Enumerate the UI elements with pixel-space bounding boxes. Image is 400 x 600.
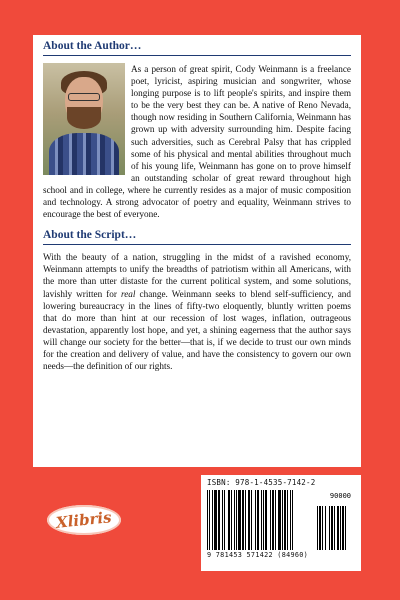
barcode-digits: 9 781453 571422 (207, 551, 273, 559)
author-glasses (68, 93, 100, 101)
xlibris-logo (47, 505, 121, 535)
about-author-heading: About the Author… (43, 39, 351, 56)
about-script-text (43, 251, 351, 372)
barcode-addon-label: 90000 (329, 492, 351, 500)
xlibris-logo-text: Xlibris (55, 508, 113, 532)
back-cover-text-panel (33, 35, 361, 467)
isbn-text: ISBN: 978-1-4535-7142-2 (207, 478, 316, 487)
barcode-digits-line (207, 551, 355, 559)
author-shirt (49, 133, 119, 175)
barcode-stripe (345, 506, 346, 550)
author-beard (67, 107, 101, 129)
barcode-stripe (292, 490, 293, 550)
about-script-italic-word: real (121, 288, 136, 299)
price-addon-barcode (317, 506, 351, 550)
isbn-barcode-box (201, 475, 361, 571)
about-script-text-part2: change. Weinmann seeks to blend self-sufficiency, and lowering bureaucracy in the lines of fifty-two eloquently, bluntly written poems that do more than hint at our recession of lost wages, inflation, outrageous devastation, apparently lost hope, and yet, a shining eagerness that the author says will change our society for the better—that is, if we decide to trust our own minds for the creation and delivery of value, and have the consistency to govern our own needs—the definition of our rights. (43, 288, 351, 372)
barcode-addon-digits: (84960) (277, 551, 309, 559)
about-author-section (43, 63, 351, 220)
about-script-heading: About the Script… (43, 228, 351, 245)
about-script-text-part1: With the beauty of a nation, struggling in the midst of a ravished economy, Weinmann attempts to unify the breadths of patriotism within all Americans, with the more than utter distaste for the current political system, and some solutions, lavishly written for (43, 252, 351, 299)
about-author-text: As a person of great spirit, Cody Weinmann is a freelance poet, lyricist, aspiring musician and songwriter, whose longing purpose is to lift people's spirits, and inspire them to be the very best they can be. A native of Reno Nevada, though now residing in Southern California, Weinmann has grown up with adversity surrounding him. Despite facing such adversities, such as Cerebral Palsy that has crippled some of his physical and mental abilities throughout much of his young life, Weinmann has gone on to prove himself an outstanding scholar of great reward throughout high school and in college, where he currently resides as a major of music composition and technology. A strong advocator of poetry and equality, Weinmann strives to encourage the best of everyone. (43, 64, 351, 220)
ean13-barcode (207, 490, 311, 550)
author-photo (43, 63, 125, 175)
